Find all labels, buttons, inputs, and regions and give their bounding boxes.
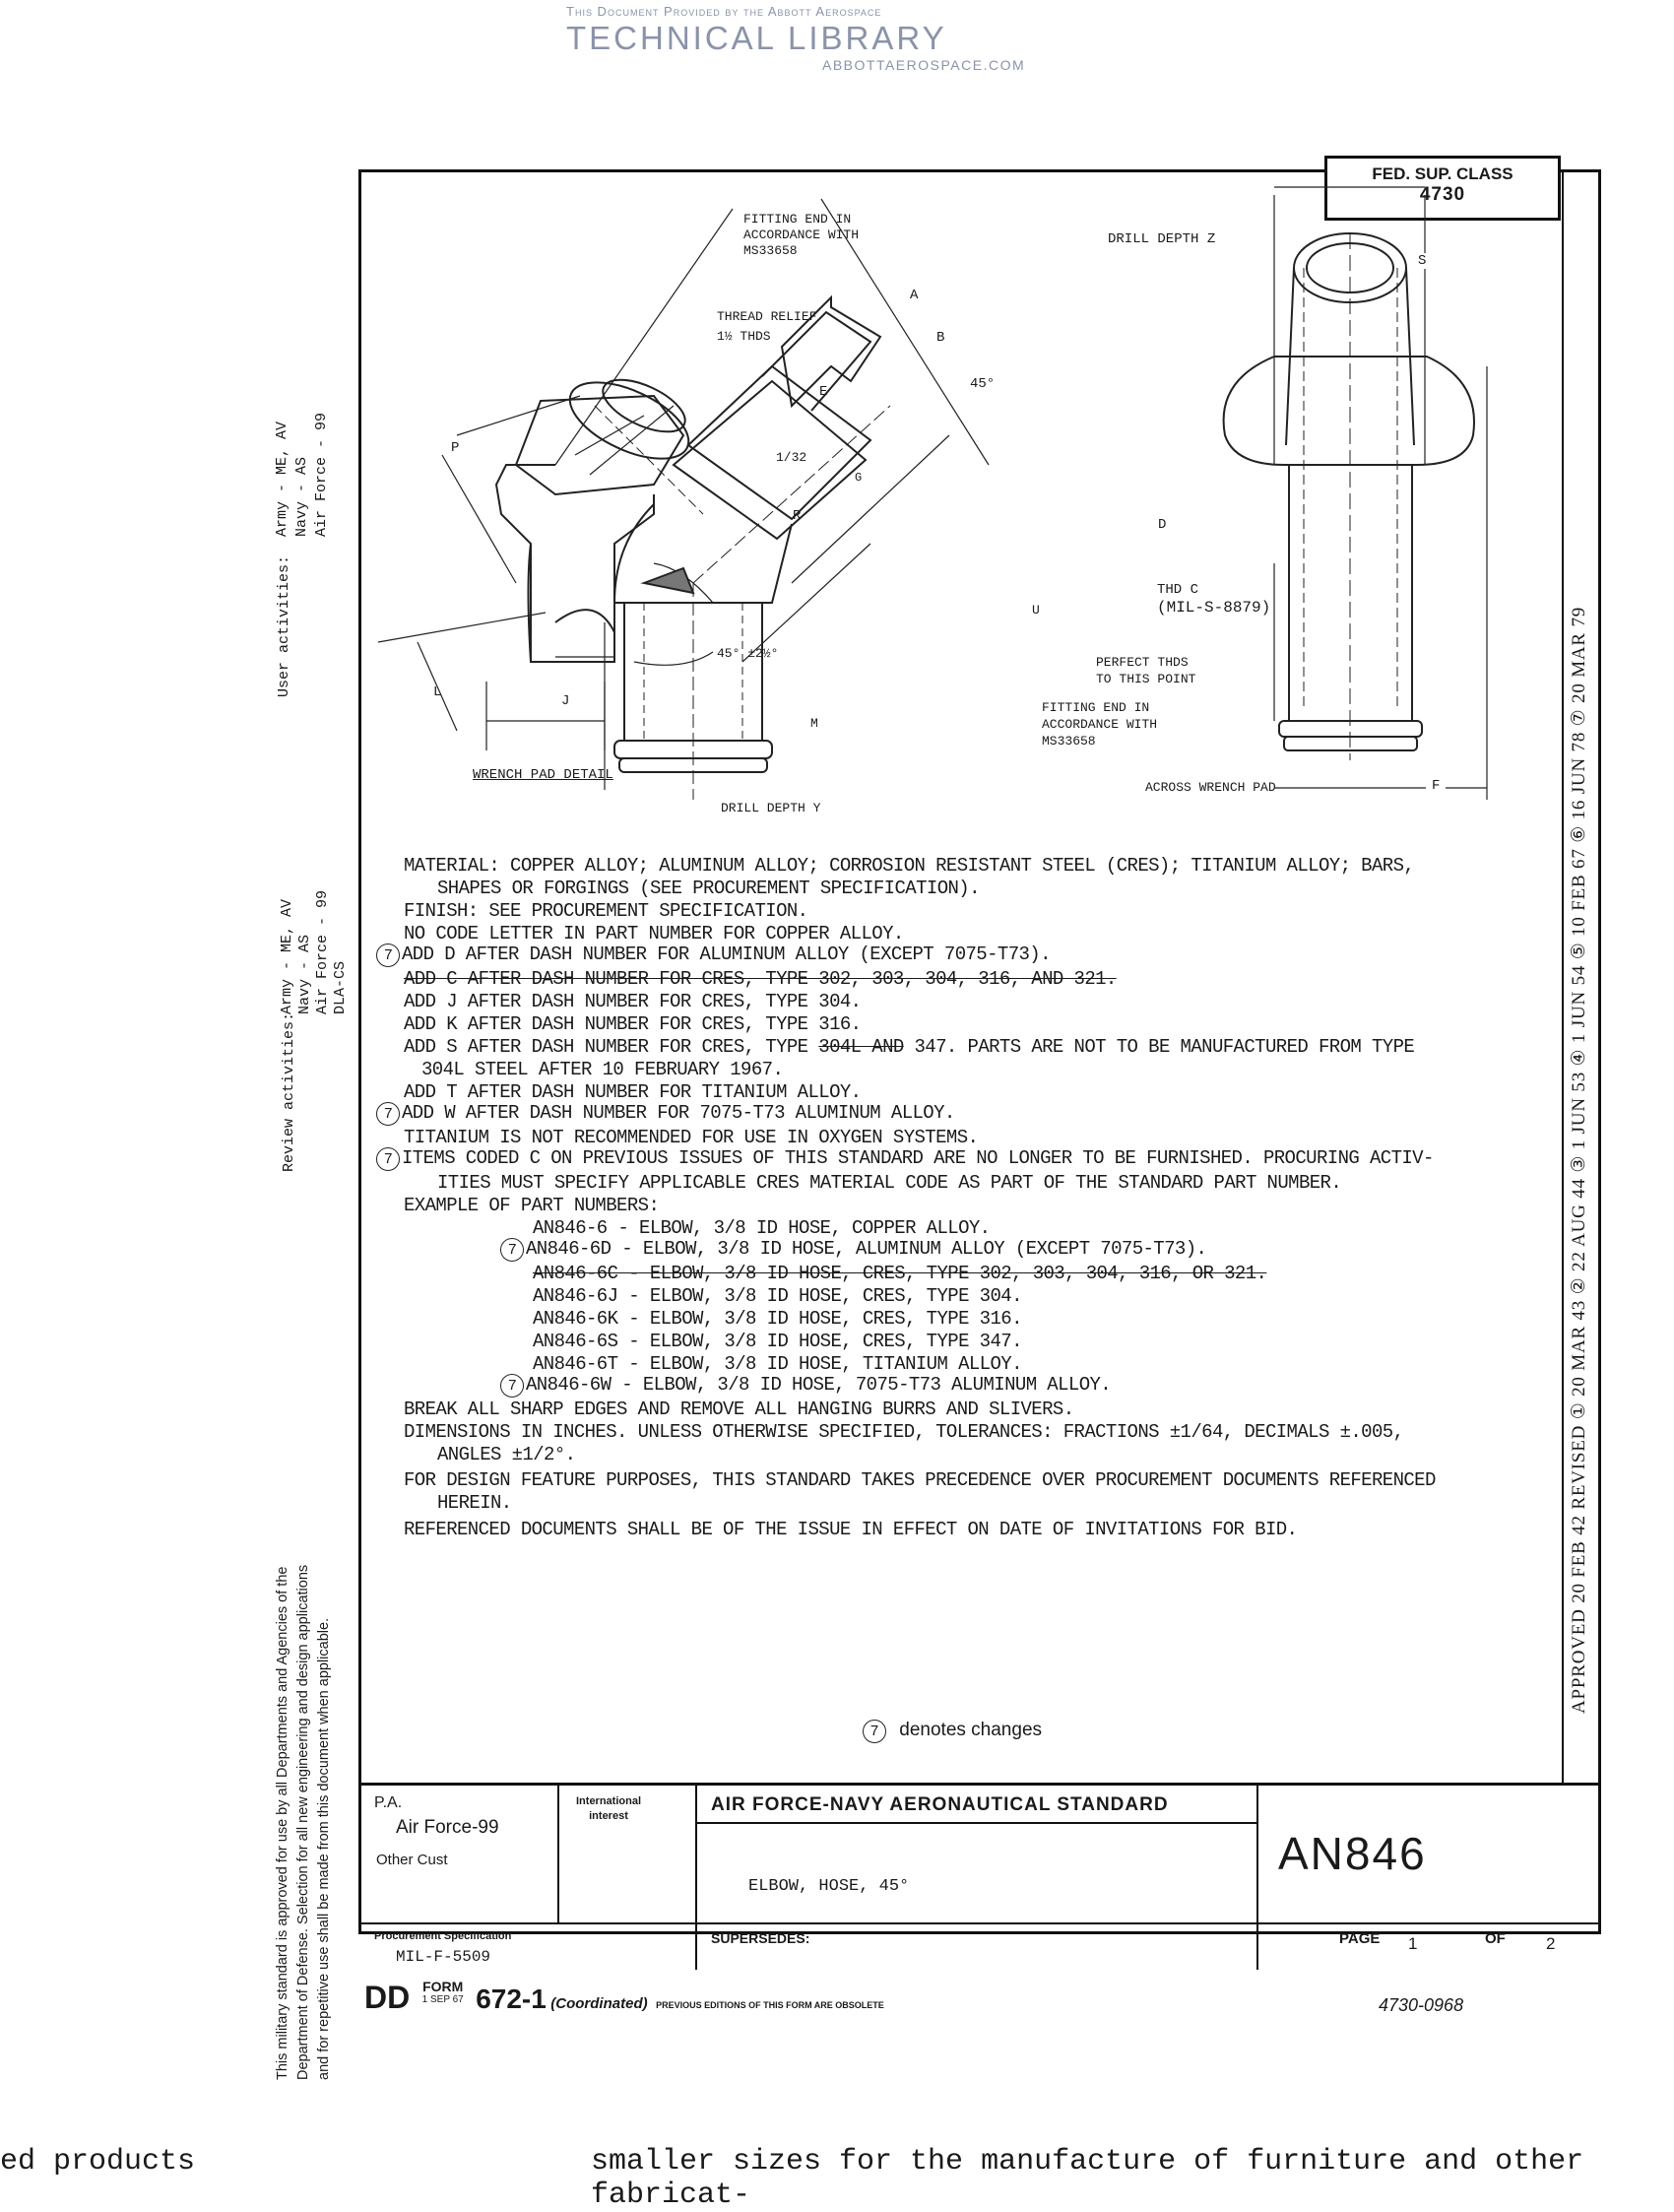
note-items-coded-c-cont: ITIES MUST SPECIFY APPLICABLE CRES MATERIAL CODE AS PART OF THE STANDARD PART NUMBER. — [437, 1172, 1342, 1194]
international-line2: interest — [589, 1810, 628, 1822]
dim-e: E — [819, 384, 828, 400]
review-activities-dla: DLA-CS — [332, 960, 349, 1014]
revision-column-divider — [1562, 169, 1564, 1785]
note-add-c-struck: ADD C AFTER DASH NUMBER FOR CRES, TYPE 302, 303, 304, 316, AND 321. — [404, 968, 1117, 990]
dim-p: P — [451, 440, 460, 456]
user-activities-label: User activities: — [276, 554, 292, 697]
header-website: ABBOTTAEROSPACE.COM — [822, 57, 1026, 73]
wrench-pad-detail-label: WRENCH PAD DETAIL — [473, 767, 613, 783]
example-6s: AN846-6S - ELBOW, 3/8 ID HOSE, CRES, TYPE 347. — [533, 1331, 1022, 1352]
title-block-top-rule — [358, 1783, 1601, 1786]
denotes-changes-legend — [863, 1720, 1042, 1743]
perfect-thds-line1: PERFECT THDS — [1096, 655, 1189, 670]
fed-sup-class-label: FED. SUP. CLASS — [1372, 164, 1513, 183]
of-label: OF — [1485, 1930, 1506, 1947]
note-add-s-text: ADD S AFTER DASH NUMBER FOR CRES, TYPE — [404, 1036, 819, 1058]
part-number: AN846 — [1278, 1828, 1427, 1879]
fitting-end-bottom-line3: MS33658 — [1042, 734, 1096, 748]
title-block-rule-2 — [358, 1922, 1601, 1924]
dim-j: J — [561, 693, 570, 709]
change-mark: 7 — [863, 1720, 886, 1743]
example-6w-text: AN846-6W - ELBOW, 3/8 ID HOSE, 7075-T73 ALUMINUM ALLOY. — [526, 1374, 1112, 1396]
header-technical-library: TECHNICAL LIBRARY — [566, 20, 947, 56]
title-block-v3 — [1256, 1785, 1258, 1970]
example-6j: AN846-6J - ELBOW, 3/8 ID HOSE, CRES, TYPE 304. — [533, 1285, 1022, 1307]
elbow-side-section-drawing — [555, 199, 989, 800]
form-label: FORM — [422, 1979, 464, 1994]
form-label-group — [422, 1980, 464, 2007]
note-titanium: TITANIUM IS NOT RECOMMENDED FOR USE IN OXYGEN SYSTEMS. — [404, 1127, 979, 1148]
form-dd: DD — [364, 1980, 411, 2015]
thread-relief-line2: 1½ THDS — [717, 329, 771, 344]
pa-value: Air Force-99 — [396, 1817, 499, 1838]
note-example-heading: EXAMPLE OF PART NUMBERS: — [404, 1195, 660, 1216]
approval-note-line3: and for repetitive use shall be made from this document when applicable. — [316, 1617, 332, 2080]
example-6t: AN846-6T - ELBOW, 3/8 ID HOSE, TITANIUM ALLOY. — [533, 1353, 1022, 1375]
note-add-w — [376, 1102, 955, 1126]
note-add-s-cont: 304L STEEL AFTER 10 FEBRUARY 1967. — [421, 1059, 784, 1080]
fed-sup-class-value: 4730 — [1419, 184, 1466, 205]
dim-f: F — [1426, 778, 1446, 794]
bottom-bleed-left: ed products — [0, 2145, 196, 2179]
review-activities-navy: Navy - AS — [296, 934, 313, 1014]
part-name: ELBOW, HOSE, 45° — [748, 1877, 910, 1896]
form-previous-editions: PREVIOUS EDITIONS OF THIS FORM ARE OBSOLETE — [656, 2000, 884, 2010]
title-block-v2 — [695, 1785, 697, 1970]
change-mark: 7 — [376, 1102, 400, 1126]
thread-relief-label — [717, 307, 816, 347]
note-add-w-text: ADD W AFTER DASH NUMBER FOR 7075-T73 ALUMINUM ALLOY. — [402, 1102, 955, 1124]
note-design-feature-cont: HEREIN. — [437, 1492, 512, 1514]
page-total: 2 — [1546, 1934, 1556, 1953]
fitting-end-bottom-label — [1042, 699, 1157, 749]
example-6c-struck: AN846-6C - ELBOW, 3/8 ID HOSE, CRES, TYPE 302, 303, 304, 316, OR 321. — [533, 1263, 1267, 1284]
elbow-front-view-drawing — [1224, 187, 1487, 800]
procurement-spec-value: MIL-F-5509 — [396, 1948, 491, 1966]
dim-m: M — [810, 716, 818, 731]
engineering-drawings — [358, 169, 1560, 829]
dim-b: B — [936, 330, 945, 346]
form-coordinated: (Coordinated) — [550, 1995, 648, 2012]
change-mark: 7 — [376, 1147, 400, 1171]
standard-title: AIR FORCE-NAVY AERONAUTICAL STANDARD — [711, 1794, 1169, 1815]
note-design-feature: FOR DESIGN FEATURE PURPOSES, THIS STANDARD TAKES PRECEDENCE OVER PROCUREMENT DOCUMENTS REFERENCED — [404, 1469, 1436, 1491]
dim-a: A — [910, 288, 919, 303]
review-activities-airforce: Air Force - 99 — [314, 889, 331, 1014]
denotes-changes-text: denotes changes — [899, 1720, 1043, 1740]
note-add-s-struck: 304L AND — [818, 1036, 904, 1058]
procurement-spec-label: Procurement Specification — [374, 1930, 512, 1942]
drill-depth-y-label: DRILL DEPTH Y — [721, 801, 821, 815]
review-activities-label: Review activities: — [281, 1011, 297, 1172]
dim-1-32: 1/32 — [776, 450, 807, 465]
approval-note-line2: Department of Defense. Selection for all new engineering and design applications — [295, 1564, 311, 2080]
note-dimensions-cont: ANGLES ±1/2°. — [437, 1444, 576, 1465]
thd-c-line1: THD C — [1157, 582, 1199, 598]
form-date: 1 SEP 67 — [421, 1994, 464, 2005]
note-add-k: ADD K AFTER DASH NUMBER FOR CRES, TYPE 316. — [404, 1013, 862, 1035]
revision-history: APPROVED 20 FEB 42 REVISED ① 20 MAR 43 ② 22 AUG 44 ③ 1 JUN 53 ④ 1 JUN 54 ⑤ 10 FEB 67 ⑥ 16 JUN 78 ⑦ 20 MAR 79 — [1569, 606, 1589, 1714]
example-6k: AN846-6K - ELBOW, 3/8 ID HOSE, CRES, TYPE 316. — [533, 1308, 1022, 1330]
document-code: 4730-0968 — [1379, 1995, 1464, 2015]
user-activities-army: Army - ME, AV — [274, 421, 290, 537]
page-number: 1 — [1408, 1934, 1418, 1953]
dim-u: U — [1032, 603, 1040, 618]
note-add-j: ADD J AFTER DASH NUMBER FOR CRES, TYPE 304. — [404, 991, 862, 1012]
perfect-thds-label — [1096, 654, 1195, 687]
note-add-d — [376, 943, 1051, 967]
example-6: AN846-6 - ELBOW, 3/8 ID HOSE, COPPER ALLOY. — [533, 1217, 991, 1239]
fitting-end-top-label — [743, 212, 859, 259]
header-provided-by: This Document Provided by the Abbott Aerospace — [566, 4, 882, 19]
fitting-end-bottom-line2: ACCORDANCE WITH — [1042, 717, 1158, 732]
note-add-s-text2: 347. PARTS ARE NOT TO BE MANUFACTURED FROM TYPE — [903, 1036, 1415, 1058]
note-material: MATERIAL: COPPER ALLOY; ALUMINUM ALLOY; CORROSION RESISTANT STEEL (CRES); TITANIUM ALLOY; BARS, — [404, 855, 1415, 877]
across-wrench-pad-label: ACROSS WRENCH PAD — [1145, 780, 1276, 795]
note-finish: FINISH: SEE PROCUREMENT SPECIFICATION. — [404, 900, 808, 922]
dim-d: D — [1158, 517, 1167, 533]
thread-relief-line1: THREAD RELIEF — [717, 309, 817, 324]
dim-s: S — [1412, 253, 1432, 269]
note-dimensions: DIMENSIONS IN INCHES. UNLESS OTHERWISE SPECIFIED, TOLERANCES: FRACTIONS ±1/64, DECIMALS ±.005, — [404, 1421, 1404, 1443]
title-block-h-title — [695, 1822, 1256, 1824]
change-mark: 7 — [500, 1374, 524, 1398]
note-referenced-documents: REFERENCED DOCUMENTS SHALL BE OF THE ISSUE IN EFFECT ON DATE OF INVITATIONS FOR BID. — [404, 1519, 1298, 1540]
change-mark: 7 — [500, 1238, 524, 1262]
note-material-cont: SHAPES OR FORGINGS (SEE PROCUREMENT SPECIFICATION). — [437, 878, 980, 899]
other-cust: Other Cust — [376, 1852, 448, 1868]
note-break-edges: BREAK ALL SHARP EDGES AND REMOVE ALL HANGING BURRS AND SLIVERS. — [404, 1399, 1074, 1420]
supersedes-label: SUPERSEDES: — [711, 1930, 810, 1946]
fitting-end-top-line1: FITTING END IN — [743, 212, 852, 227]
dim-angle-45: 45° — [970, 376, 996, 392]
example-6d — [500, 1238, 1206, 1262]
international-interest — [576, 1794, 641, 1824]
note-add-t: ADD T AFTER DASH NUMBER FOR TITANIUM ALLOY. — [404, 1081, 862, 1103]
thd-c-label — [1157, 581, 1270, 617]
pa-label: P.A. — [374, 1794, 403, 1811]
wrench-pad-detail-drawing — [378, 366, 703, 750]
note-items-coded-c-text: ITEMS CODED C ON PREVIOUS ISSUES OF THIS STANDARD ARE NO LONGER TO BE FURNISHED. PROCURING ACTIV- — [402, 1147, 1434, 1169]
thd-c-line2: (MIL-S-8879) — [1157, 599, 1271, 617]
note-add-s — [404, 1036, 1414, 1058]
note-items-coded-c — [376, 1147, 1434, 1171]
user-activities-airforce: Air Force - 99 — [313, 412, 330, 537]
form-number: 672-1 — [476, 1984, 547, 2014]
international-line1: International — [576, 1795, 642, 1807]
example-6d-text: AN846-6D - ELBOW, 3/8 ID HOSE, ALUMINUM ALLOY (EXCEPT 7075-T73). — [526, 1238, 1207, 1260]
dim-l: L — [433, 684, 442, 700]
bottom-bleed-right: smaller sizes for the manufacture of furniture and other fabricat- — [591, 2145, 1584, 2212]
page-label: PAGE — [1339, 1930, 1381, 1947]
fitting-end-bottom-line1: FITTING END IN — [1042, 700, 1150, 715]
dim-g: G — [855, 471, 863, 485]
example-6w — [500, 1374, 1111, 1398]
fitting-end-top-line2: ACCORDANCE WITH — [743, 228, 860, 242]
user-activities-navy: Navy - AS — [293, 456, 310, 537]
form-footer — [364, 1980, 884, 2016]
perfect-thds-line2: TO THIS POINT — [1096, 672, 1196, 686]
drill-depth-z-label: DRILL DEPTH Z — [1108, 231, 1216, 247]
change-mark: 7 — [376, 943, 400, 967]
review-activities-army: Army - ME, AV — [279, 898, 295, 1014]
angle-tolerance-label: 45° ±2½° — [717, 646, 779, 661]
title-block-v1 — [557, 1785, 559, 1922]
note-no-code-letter: NO CODE LETTER IN PART NUMBER FOR COPPER ALLOY. — [404, 923, 904, 944]
note-add-d-text: ADD D AFTER DASH NUMBER FOR ALUMINUM ALLOY (EXCEPT 7075-T73). — [402, 943, 1051, 965]
approval-note-line1: This military standard is approved for use by all Departments and Agencies of the — [275, 1566, 290, 2080]
dim-r: R — [793, 508, 802, 524]
fitting-end-top-line3: MS33658 — [743, 243, 798, 258]
